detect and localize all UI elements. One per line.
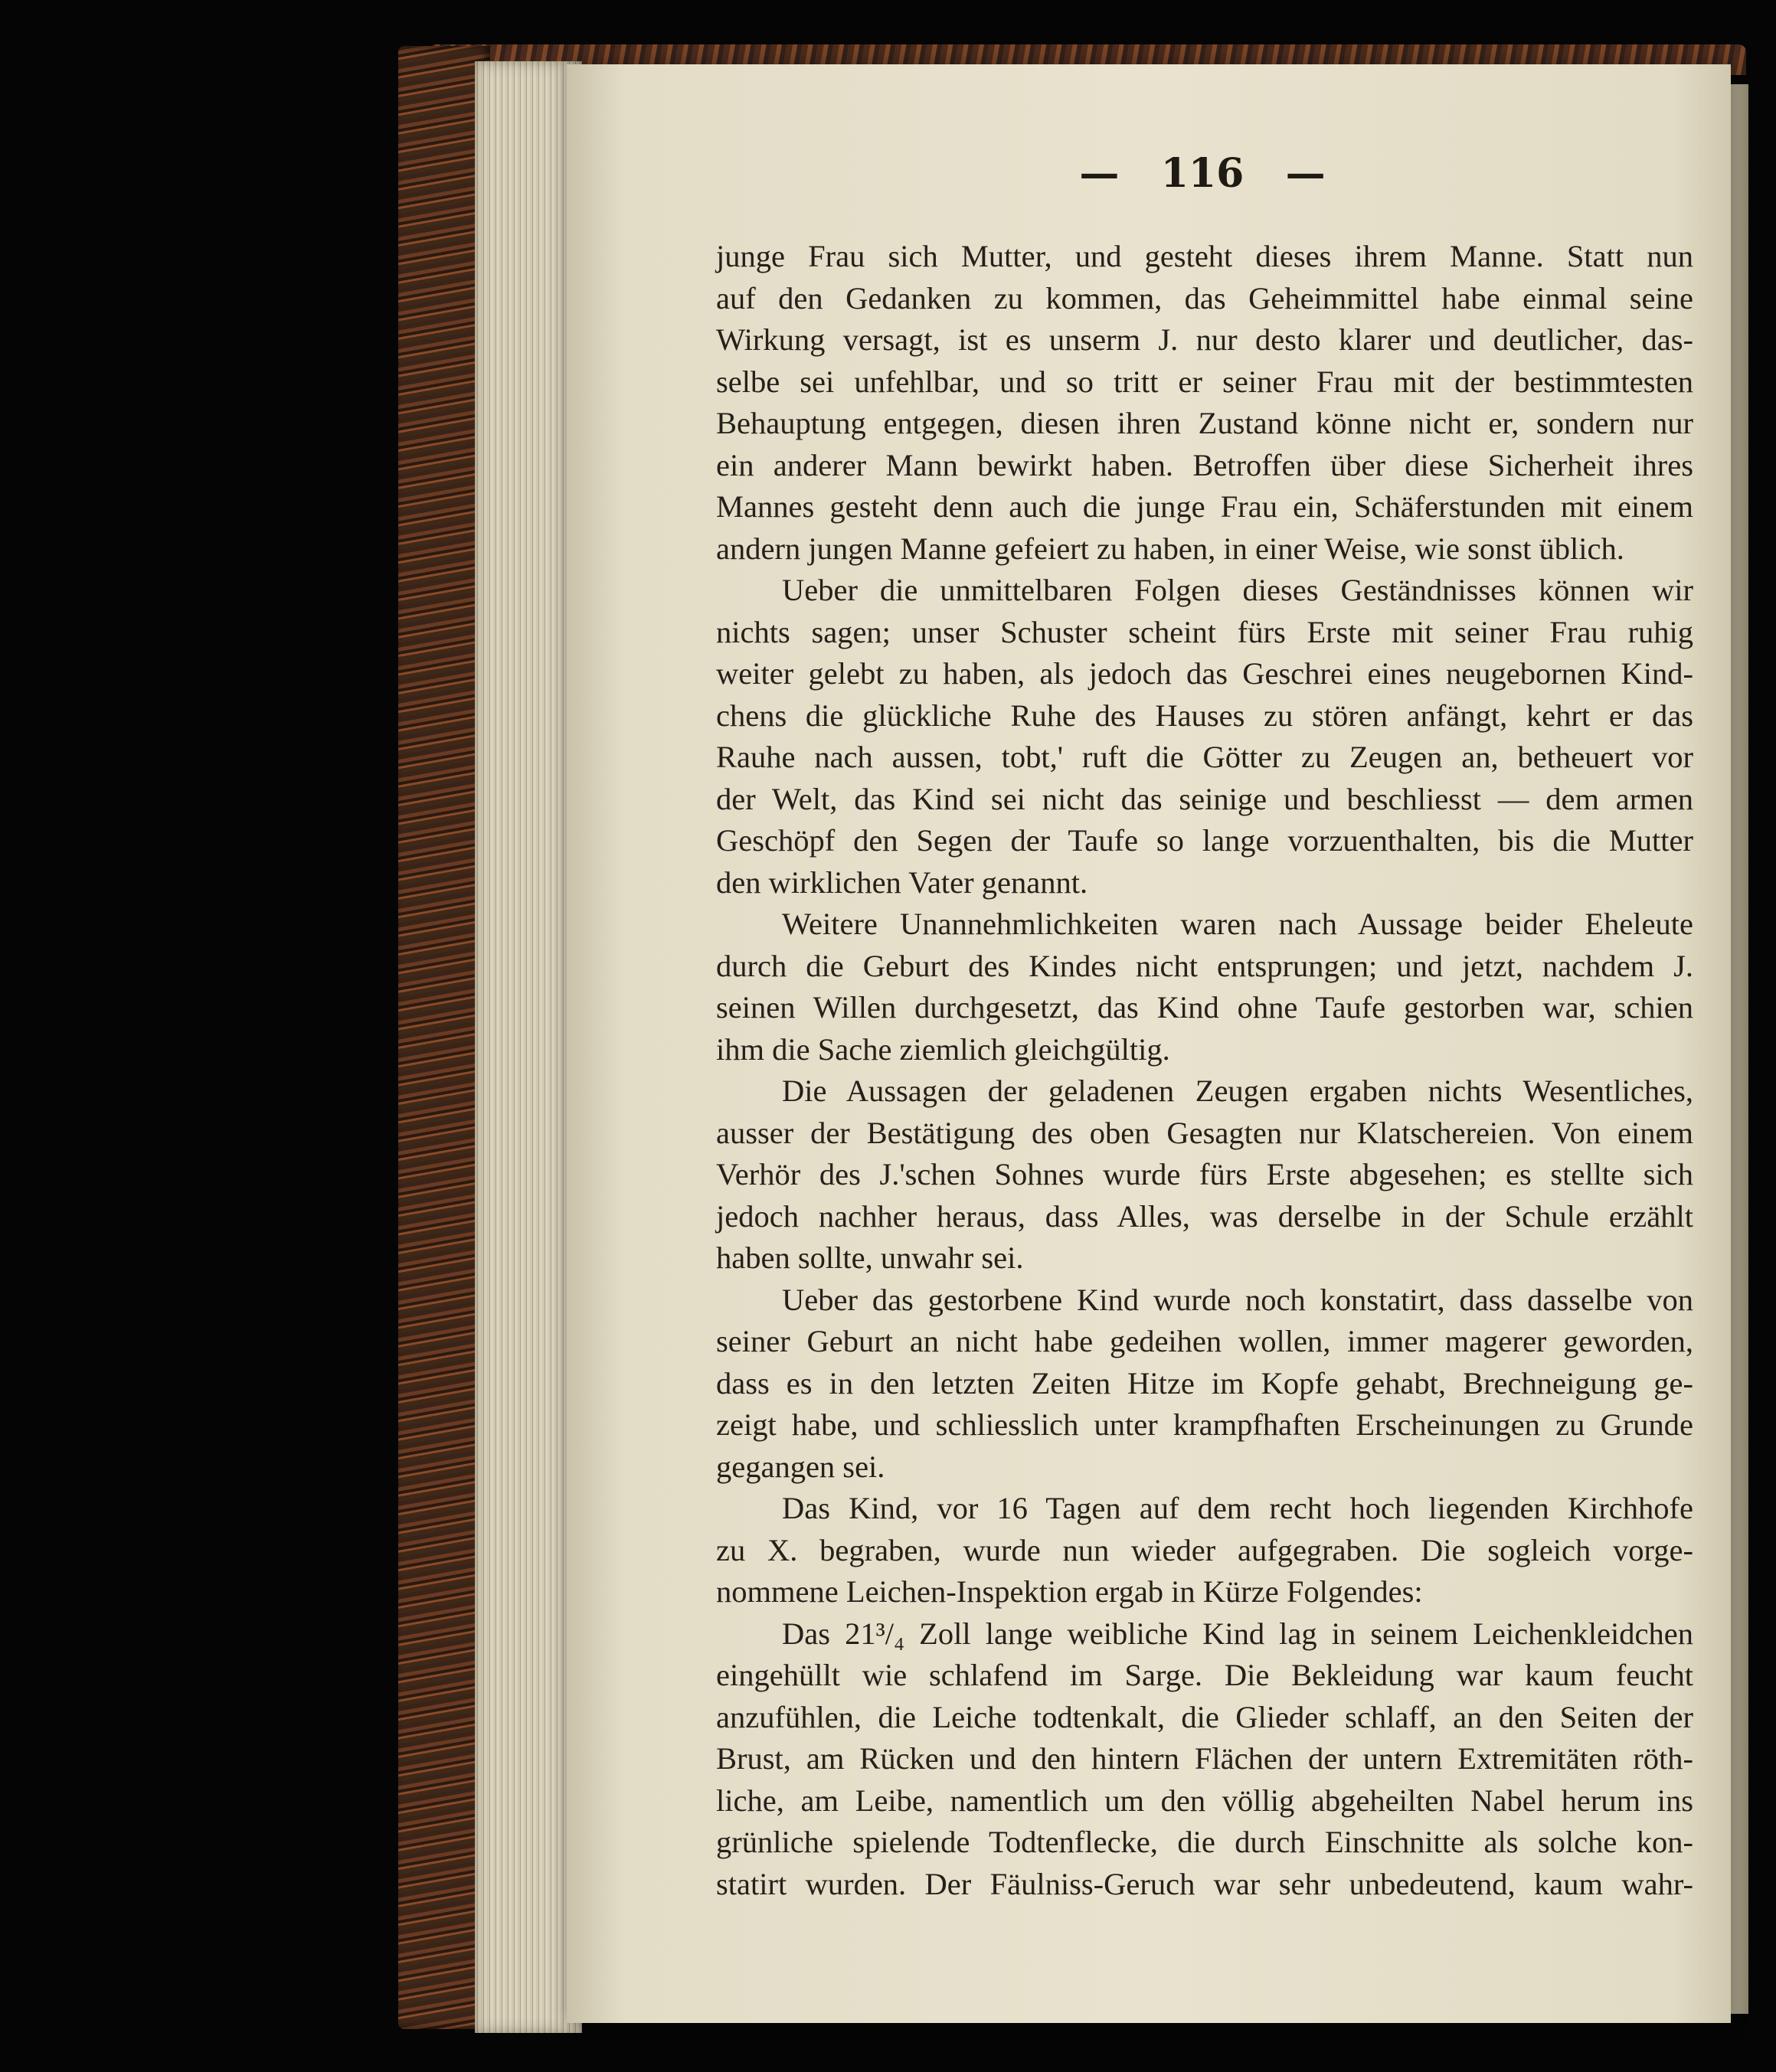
header-dash-right: — (1285, 150, 1326, 197)
text-line: haben sollte, unwahr sei. (716, 1240, 1024, 1275)
text-line: chens die glückliche Ruhe des Hauses zu stören anfängt, kehrt er das (716, 698, 1693, 733)
text-line: den wirklichen Vater genannt. (716, 864, 1088, 900)
text-line: ihm die Sache ziemlich gleichgültig. (716, 1031, 1170, 1067)
text-line: anzufühlen, die Leiche todtenkalt, die Glieder schlaff, an den Seiten der (716, 1699, 1693, 1734)
text-line: Ueber die unmittelbaren Folgen dieses Geständnisses können wir (782, 573, 1693, 607)
text-line: durch die Geburt des Kindes nicht entsprungen; und jetzt, nachdem J. (716, 948, 1693, 983)
text-line: jedoch nachher heraus, dass Alles, was derselbe in der Schule erzählt (716, 1198, 1693, 1234)
text-line: liche, am Leibe, namentlich um den völlig abgeheilten Nabel herum ins (716, 1783, 1693, 1818)
text-line: Rauhe nach aussen, tobt,' ruft die Götter zu Zeugen an, betheuert vor (716, 740, 1693, 774)
text-line: Ueber das gestorbene Kind wurde noch konstatirt, dass dasselbe von (782, 1282, 1693, 1317)
text-line: junge Frau sich Mutter, und gesteht dieses ihrem Manne. Statt nun (716, 239, 1693, 273)
text-line: zeigt habe, und schliesslich unter krampfhaften Erscheinungen zu Grunde (716, 1407, 1693, 1442)
text-line: ein anderer Mann bewirkt haben. Betroffen über diese Sicherheit ihres (716, 447, 1693, 482)
text-line: nommene Leichen-Inspektion ergab in Kürze Folgendes: (716, 1574, 1423, 1609)
text-line: Verhör des J.'schen Sohnes wurde fürs Erste abgesehen; es stellte sich (716, 1157, 1693, 1191)
text-line: seinen Willen durchgesetzt, das Kind ohne Taufe gestorben war, schien (716, 990, 1693, 1025)
text-line: Wirkung versagt, ist es unserm J. nur desto klarer und deutlicher, das- (716, 322, 1693, 357)
text-line: der Welt, das Kind sei nicht das seinige und beschliesst — dem armen (716, 781, 1693, 816)
text-line: dass es in den letzten Zeiten Hitze im Kopfe gehabt, Brechneigung ge- (716, 1365, 1693, 1400)
page-body-text (716, 236, 1693, 1905)
text-line: zu X. begraben, wurde nun wieder aufgegraben. Die sogleich vorge- (716, 1532, 1693, 1567)
text-line: Das 21³/₄ Zoll lange weibliche Kind lag in seinem Leichenkleidchen (782, 1616, 1693, 1651)
text-line: auf den Gedanken zu kommen, das Geheimmittel habe einmal seine (716, 280, 1693, 315)
text-line: selbe sei unfehlbar, und so tritt er seiner Frau mit der bestimmtesten (716, 364, 1693, 399)
text-line: gegangen sei. (716, 1449, 885, 1484)
text-line: Die Aussagen der geladenen Zeugen ergaben nichts Wesentliches, (782, 1074, 1693, 1108)
header-dash-left: — (1079, 150, 1120, 197)
text-line: Das Kind, vor 16 Tagen auf dem recht hoch liegenden Kirchhofe (782, 1491, 1693, 1525)
text-line: Geschöpf den Segen der Taufe so lange vorzuenthalten, bis die Mutter (716, 823, 1693, 858)
page-number: 116 (1160, 150, 1245, 197)
text-line: Behauptung entgegen, diesen ihren Zustand könne nicht er, sondern nur (716, 406, 1693, 440)
text-line: grünliche spielende Todtenflecke, die durch Einschnitte als solche kon- (716, 1825, 1693, 1859)
text-line: Brust, am Rücken und den hintern Flächen der untern Extremitäten röth- (716, 1741, 1693, 1776)
text-line: Weitere Unannehmlichkeiten waren nach Aussage beider Eheleute (782, 907, 1693, 941)
text-line: andern jungen Manne gefeiert zu haben, in einer Weise, wie sonst üblich. (716, 531, 1624, 566)
text-line: nichts sagen; unser Schuster scheint fürs Erste mit seiner Frau ruhig (716, 614, 1693, 649)
text-line: eingehüllt wie schlafend im Sarge. Die Bekleidung war kaum feucht (716, 1658, 1693, 1692)
text-line: ausser der Bestätigung des oben Gesagten nur Klatschereien. Von einem (716, 1115, 1693, 1150)
text-line: Mannes gesteht denn auch die junge Frau ein, Schäferstunden mit einem (716, 489, 1693, 524)
page-header (1057, 150, 1348, 197)
page-edges (475, 61, 582, 2033)
text-line: statirt wurden. Der Fäulniss-Geruch war sehr unbedeutend, kaum wahr- (716, 1866, 1693, 1901)
text-line: weiter gelebt zu haben, als jedoch das Geschrei eines neugebornen Kind- (716, 656, 1693, 691)
text-line: seiner Geburt an nicht habe gedeihen wollen, immer magerer geworden, (716, 1324, 1693, 1358)
